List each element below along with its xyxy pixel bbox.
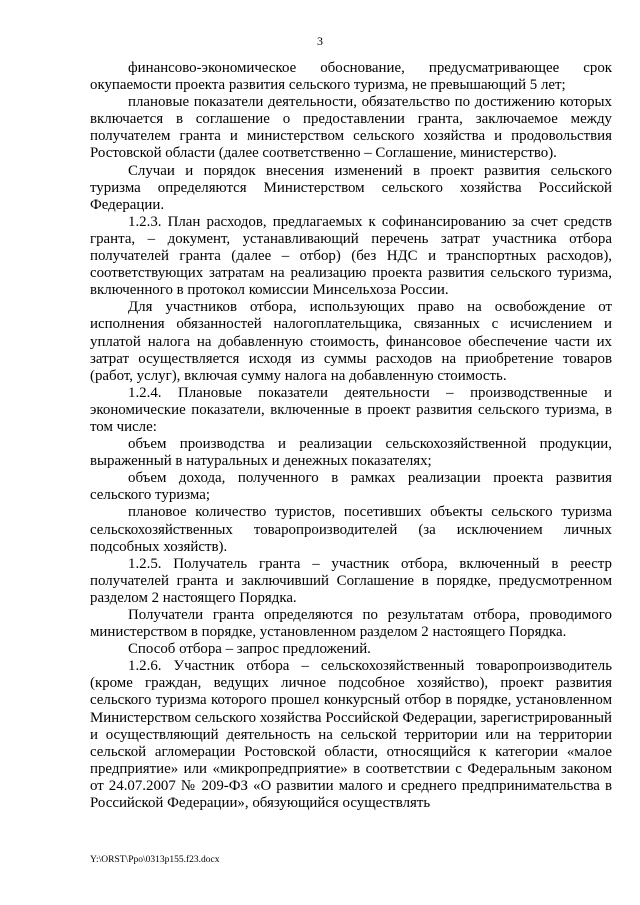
paragraph-production-volume: объем производства и реализации сельскохозяйственной продукции, выраженный в натуральных и денежных показателях; [90,436,612,470]
paragraph-tourist-count: плановое количество туристов, посетивших объекты сельского туризма сельскохозяйственных товаропроизводителей (за исключением личных подсобных хозяйств). [90,504,612,555]
paragraph-project-changes: Случаи и порядок внесения изменений в проект развития сельского туризма определяются Министерством сельского хозяйства Российской Федерации. [90,162,612,213]
paragraph-1-2-6: 1.2.6. Участник отбора – сельскохозяйственный товаропроизводитель (кроме граждан, ведущих личное подсобное хозяйство), проект развития сельского туризма которого прошел конкурсный отбор в порядке, установленном Министерством сельского хозяйства Российской Федерации, зарегистрированный и осуществляющий деятельность на сельской территории или на территории сельской агломерации Ростовской области, относящийся к категории «малое предприятие» или «микропредприятие» в соответствии с Федеральным законом от 24.07.2007 № 209-ФЗ «О развитии малого и среднего предпринимательства в Российской Федерации», обязующийся осуществлять [90,658,612,812]
paragraph-1-2-5: 1.2.5. Получатель гранта – участник отбора, включенный в реестр получателей гранта и заключивший Соглашение в порядке, предусмотренном разделом 2 настоящего Порядка. [90,555,612,606]
paragraph-vat-exemption: Для участников отбора, использующих право на освобождение от исполнения обязанностей налогоплательщика, связанных с исчислением и уплатой налога на добавленную стоимость, финансовое обеспечение части их затрат осуществляется исходя из суммы расходов на приобретение товаров (работ, услуг), включая сумму налога на добавленную стоимость. [90,299,612,384]
paragraph-feasibility: финансово-экономическое обоснование, предусматривающее срок окупаемости проекта развития сельского туризма, не превышающий 5 лет; [90,60,612,94]
paragraph-selection-method: Способ отбора – запрос предложений. [128,641,371,658]
paragraph-1-2-3: 1.2.3. План расходов, предлагаемых к софинансированию за счет средств гранта, – документ, устанавливающий перечень затрат участника отбора получателей гранта (далее – отбор) (без НДС и транспортных расходов), соответствующих затратам на реализацию проекта развития сельского туризма, включенного в протокол комиссии Минсельхоза России. [90,213,612,299]
page-number: 3 [317,34,323,48]
paragraph-grant-recipients: Получатели гранта определяются по результатам отбора, проводимого министерством в порядке, установленном разделом 2 настоящего Порядка. [90,607,612,641]
paragraph-1-2-4: 1.2.4. Плановые показатели деятельности – производственные и экономические показатели, включенные в проект развития сельского туризма, в том числе: [90,384,612,435]
paragraph-income-volume: объем дохода, полученного в рамках реализации проекта развития сельского туризма; [90,470,612,504]
paragraph-planned-indicators: плановые показатели деятельности, обязательство по достижению которых включается в соглашение о предоставлении гранта, заключаемое между получателем гранта и министерством сельского хозяйства и продовольствия Ростовской области (далее соответственно – Соглашение, министерство). [90,94,612,162]
document-body [90,60,612,812]
footer-file-path: Y:\ORST\Ppo\0313p155.f23.docx [90,855,220,865]
